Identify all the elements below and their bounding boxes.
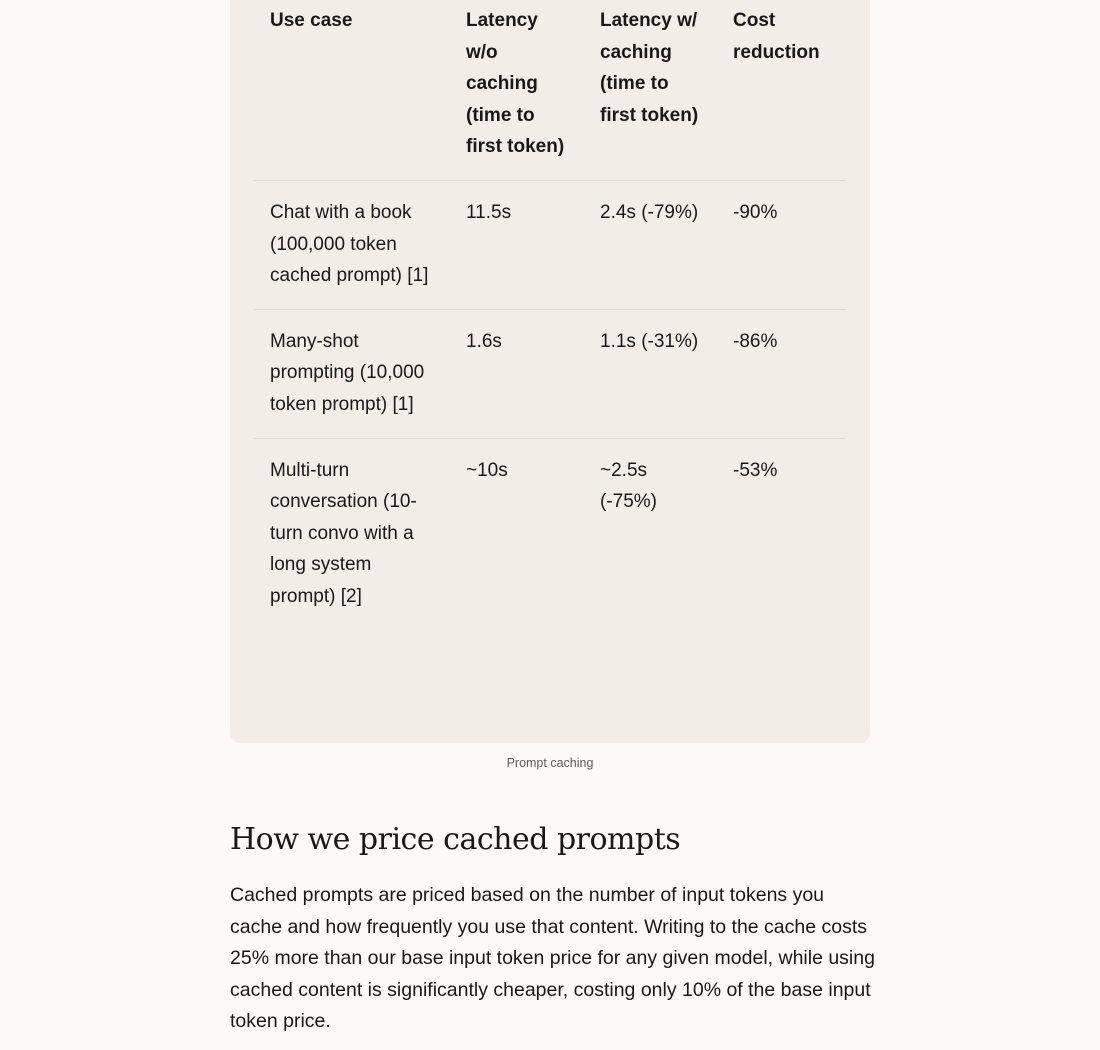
- table-card: [230, 0, 870, 743]
- cell-use-case: Multi-turn conversation (10-turn convo with a long system prompt) [2]: [270, 459, 417, 607]
- header-latency-without-caching: Latency w/o caching (time to first token): [466, 10, 565, 158]
- table-row: [254, 438, 846, 629]
- table-row: [254, 180, 846, 309]
- cell-cost-reduction: -53%: [733, 459, 778, 481]
- prompt-caching-table: [254, 0, 846, 630]
- section-paragraph: Cached prompts are priced based on the number of input tokens you cache and how frequently you use that content. Writing to the cache costs 25% more than our base input token price for any given model, while using cached content is significantly cheaper, costing only 10% of the base input token price.: [230, 884, 875, 1033]
- header-latency-with-caching: Latency w/ caching (time to first token): [600, 10, 699, 126]
- cell-latency-without: 11.5s: [466, 201, 512, 223]
- table-row: [254, 309, 846, 438]
- table-header-row: [254, 0, 846, 180]
- cell-cost-reduction: -86%: [733, 330, 778, 352]
- table-caption: Prompt caching: [506, 756, 594, 770]
- cell-use-case: Many-shot prompting (10,000 token prompt) [1]: [270, 330, 425, 415]
- cell-use-case: Chat with a book (100,000 token cached prompt) [1]: [270, 201, 429, 287]
- cell-cost-reduction: -90%: [733, 201, 778, 223]
- section-heading: How we price cached prompts: [230, 822, 681, 857]
- cell-latency-with: 2.4s (-79%): [600, 201, 699, 223]
- cell-latency-without: ~10s: [466, 459, 508, 481]
- cell-latency-without: 1.6s: [466, 330, 502, 352]
- cell-latency-with: ~2.5s (-75%): [600, 459, 658, 513]
- header-use-case: Use case: [270, 10, 353, 31]
- header-cost-reduction: Cost reduction: [733, 10, 820, 63]
- cell-latency-with: 1.1s (-31%): [600, 330, 699, 352]
